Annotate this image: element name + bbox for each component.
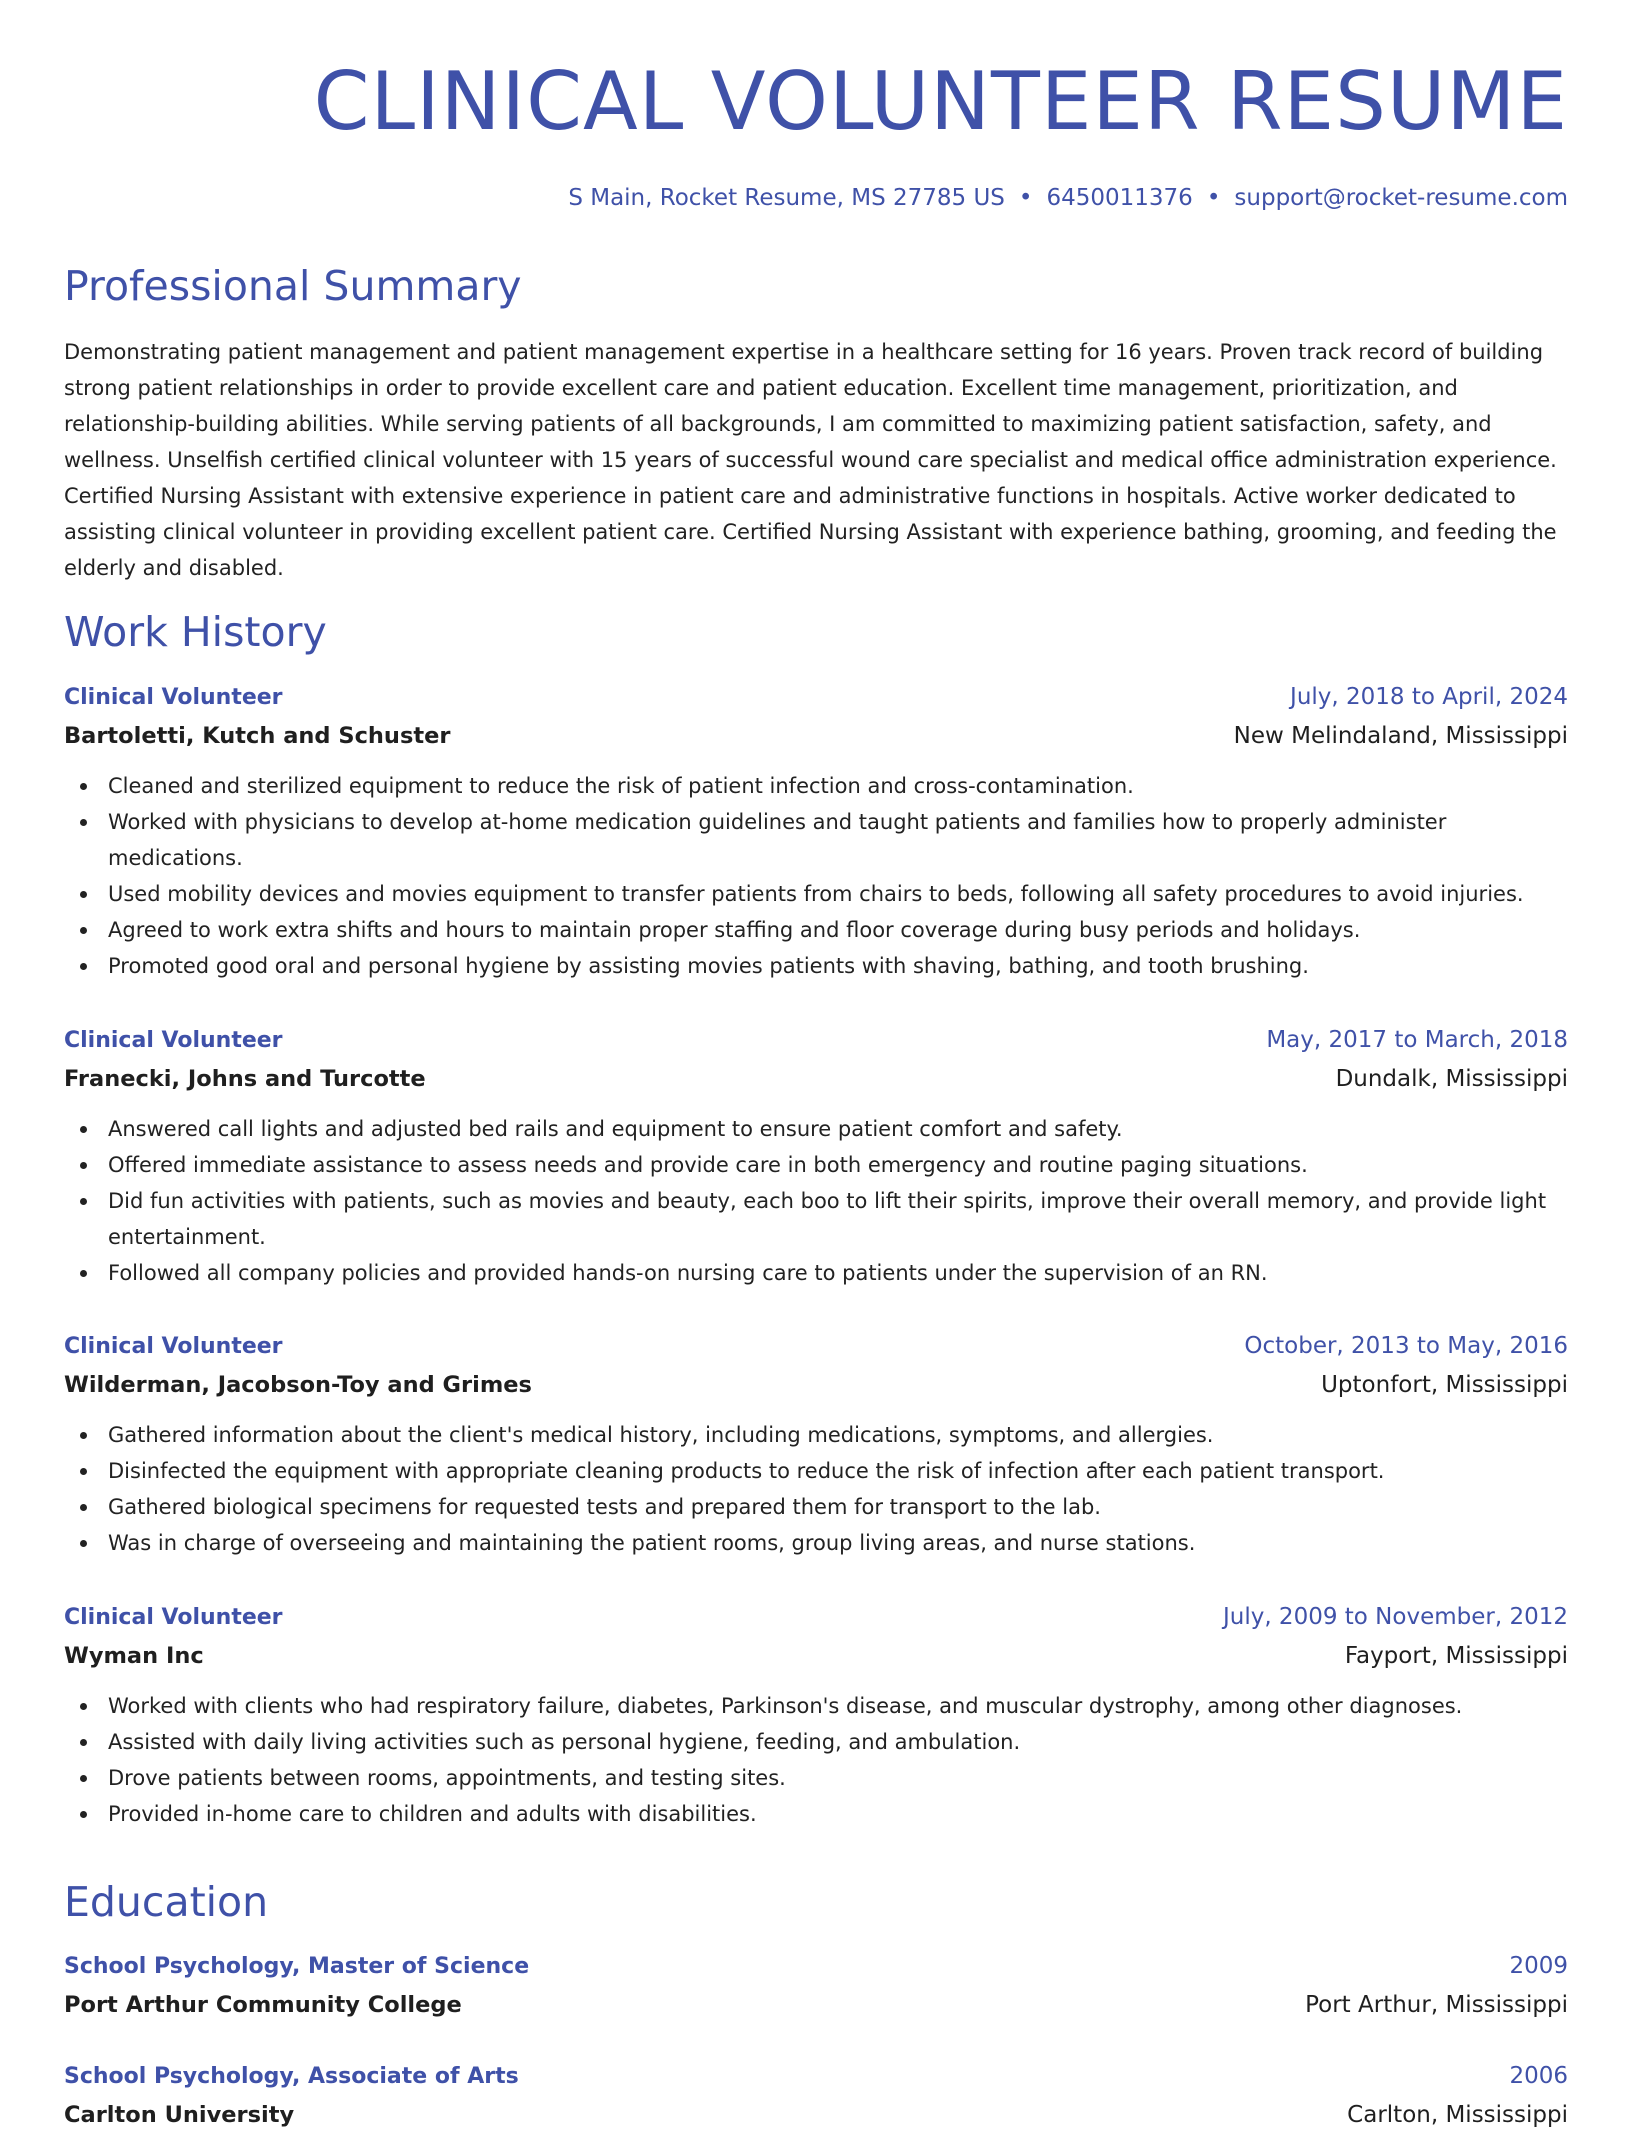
resume-title: CLINICAL VOLUNTEER RESUME xyxy=(313,55,1568,148)
contact-separator: • xyxy=(1206,185,1221,211)
contact-separator: • xyxy=(1018,185,1033,211)
job-bullet: Was in charge of overseeing and maintaining the patient rooms, group living areas, and nurse stations. xyxy=(108,1525,1568,1561)
job-bullet: Worked with clients who had respiratory failure, diabetes, Parkinson's disease, and muscular dystrophy, among other diagnoses. xyxy=(108,1688,1568,1724)
job-role: Clinical Volunteer xyxy=(64,685,283,710)
job-entry xyxy=(64,1598,1568,1832)
job-bullet: Gathered information about the client's medical history, including medications, symptoms, and allergies. xyxy=(108,1417,1568,1453)
job-company: Wilderman, Jacobson-Toy and Grimes xyxy=(64,1372,532,1398)
job-bullet: Cleaned and sterilized equipment to reduce the risk of patient infection and cross-contamination. xyxy=(108,768,1568,804)
job-bullet: Disinfected the equipment with appropriate cleaning products to reduce the risk of infection after each patient transport. xyxy=(108,1453,1568,1489)
job-dates: May, 2017 to March, 2018 xyxy=(1266,1027,1568,1053)
job-dates: July, 2009 to November, 2012 xyxy=(1222,1604,1568,1630)
job-location: Fayport, Mississippi xyxy=(1344,1643,1568,1669)
job-company: Wyman Inc xyxy=(64,1643,204,1669)
education-school: Port Arthur Community College xyxy=(64,1992,462,2018)
job-role: Clinical Volunteer xyxy=(64,1605,283,1630)
education-heading: Education xyxy=(64,1878,269,1926)
job-bullet: Gathered biological specimens for requested tests and prepared them for transport to the lab. xyxy=(108,1489,1568,1525)
job-location: New Melindaland, Mississippi xyxy=(1233,723,1568,749)
job-bullet: Provided in-home care to children and adults with disabilities. xyxy=(108,1796,1568,1832)
education-school: Carlton University xyxy=(64,2102,295,2128)
job-dates: July, 2018 to April, 2024 xyxy=(1290,684,1568,710)
work-history-heading: Work History xyxy=(64,608,327,656)
education-location: Carlton, Mississippi xyxy=(1347,2102,1568,2128)
job-bullets xyxy=(64,1111,1568,1291)
job-bullets xyxy=(64,768,1568,984)
job-entry xyxy=(64,1327,1568,1561)
job-bullet: Used mobility devices and movies equipment to transfer patients from chairs to beds, following all safety procedures to avoid injuries. xyxy=(108,876,1568,912)
job-bullet: Offered immediate assistance to assess needs and provide care in both emergency and routine paging situations. xyxy=(108,1147,1568,1183)
education-year: 2006 xyxy=(1509,2063,1568,2089)
job-bullets xyxy=(64,1417,1568,1561)
job-role: Clinical Volunteer xyxy=(64,1334,283,1359)
contact-line xyxy=(568,180,1568,216)
education-degree: School Psychology, Master of Science xyxy=(64,1954,530,1979)
job-entry xyxy=(64,678,1568,984)
job-bullet: Drove patients between rooms, appointments, and testing sites. xyxy=(108,1760,1568,1796)
job-location: Dundalk, Mississippi xyxy=(1335,1066,1568,1092)
job-bullet: Did fun activities with patients, such as movies and beauty, each boo to lift their spirits, improve their overall memory, and provide light entertainment. xyxy=(108,1183,1568,1255)
job-bullet: Agreed to work extra shifts and hours to maintain proper staffing and floor coverage during busy periods and holidays. xyxy=(108,912,1568,948)
job-bullet: Followed all company policies and provided hands-on nursing care to patients under the supervision of an RN. xyxy=(108,1255,1568,1291)
education-location: Port Arthur, Mississippi xyxy=(1305,1992,1568,2018)
summary-text: Demonstrating patient management and patient management expertise in a healthcare setting for 16 years. Proven track record of building strong patient relationships in order to provide excellent care and patient education. Excellent time management, prioritization, and relationship-building abilities. While serving patients of all backgrounds, I am committed to maximizing patient satisfaction, safety, and wellness. Unselfish certified clinical volunteer with 15 years of successful wound care specialist and medical office administration experience. Certified Nursing Assistant with extensive experience in patient care and administrative functions in hospitals. Active worker dedicated to assisting clinical volunteer in providing excellent patient care. Certified Nursing Assistant with experience bathing, grooming, and feeding the elderly and disabled. xyxy=(64,340,1557,580)
education-degree: School Psychology, Associate of Arts xyxy=(64,2064,519,2089)
job-role: Clinical Volunteer xyxy=(64,1028,283,1053)
job-bullet: Assisted with daily living activities such as personal hygiene, feeding, and ambulation. xyxy=(108,1724,1568,1760)
contact-phone: 6450011376 xyxy=(1046,185,1193,211)
contact-email: support@rocket-resume.com xyxy=(1234,185,1568,211)
job-bullets xyxy=(64,1688,1568,1832)
job-location: Uptonfort, Mississippi xyxy=(1321,1372,1568,1398)
education-year: 2009 xyxy=(1509,1953,1568,1979)
job-bullet: Worked with physicians to develop at-home medication guidelines and taught patients and families how to properly administer medications. xyxy=(108,804,1568,876)
job-company: Bartoletti, Kutch and Schuster xyxy=(64,723,451,749)
education-entry xyxy=(64,2057,1568,2135)
summary-heading: Professional Summary xyxy=(64,262,522,310)
contact-address: S Main, Rocket Resume, MS 27785 US xyxy=(568,185,1005,211)
job-dates: October, 2013 to May, 2016 xyxy=(1244,1333,1568,1359)
job-entry xyxy=(64,1021,1568,1291)
education-entry xyxy=(64,1947,1568,2025)
job-bullet: Answered call lights and adjusted bed rails and equipment to ensure patient comfort and safety. xyxy=(108,1111,1568,1147)
job-company: Franecki, Johns and Turcotte xyxy=(64,1066,426,1092)
job-bullet: Promoted good oral and personal hygiene by assisting movies patients with shaving, bathing, and tooth brushing. xyxy=(108,948,1568,984)
